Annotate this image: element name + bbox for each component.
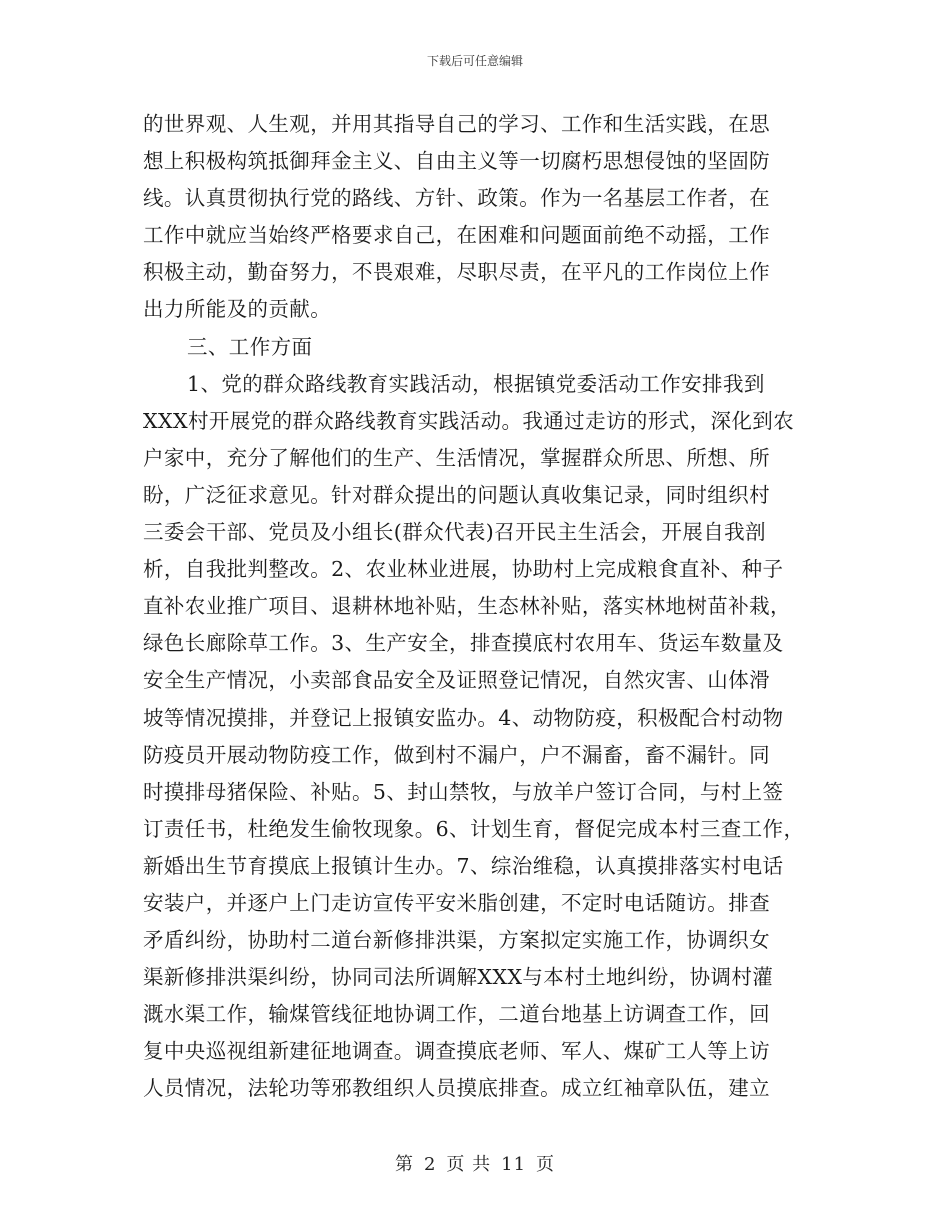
text-line: 时摸排母猪保险、补贴。5、封山禁牧，与放羊户签订合同，与村上签 <box>143 779 784 804</box>
page-header-note: 下载后可任意编辑 <box>426 54 523 68</box>
text-line: 防疫员开展动物防疫工作，做到村不漏户，户不漏畜，畜不漏针。同 <box>143 742 770 767</box>
footer-suffix: 页 <box>536 1154 556 1175</box>
text-line: 矛盾纠纷，协助村二道台新修排洪渠，方案拟定实施工作，协调织女 <box>143 928 770 953</box>
section-heading: 三、工作方面 <box>187 334 313 359</box>
text-line: 1、党的群众路线教育实践活动，根据镇党委活动工作安排我到 <box>187 371 765 396</box>
text-line: XXX村开展党的群众路线教育实践活动。我通过走访的形式，深化到农 <box>143 408 795 433</box>
text-line: 三委会干部、党员及小组长(群众代表)召开民主生活会，开展自我剖 <box>143 520 766 545</box>
text-line: 人员情况，法轮功等邪教组织人员摸底排查。成立红袖章队伍，建立 <box>143 1076 770 1101</box>
text-line: 想上积极构筑抵御拜金主义、自由主义等一切腐朽思想侵蚀的坚固防 <box>143 149 770 174</box>
text-line: 出力所能及的贡献。 <box>143 297 332 322</box>
text-line: 的世界观、人生观，并用其指导自己的学习、工作和生活实践，在思 <box>143 112 770 136</box>
text-line: 复中央巡视组新建征地调查。调查摸底老师、军人、煤矿工人等上访 <box>143 1039 770 1064</box>
text-line: 积极主动，勤奋努力，不畏艰难，尽职尽责，在平凡的工作岗位上作 <box>143 260 770 285</box>
text-line: 坡等情况摸排，并登记上报镇安监办。4、动物防疫，积极配合村动物 <box>143 705 784 730</box>
text-line: 线。认真贯彻执行党的路线、方针、政策。作为一名基层工作者，在 <box>143 186 770 211</box>
text-line: 溉水渠工作，输煤管线征地协调工作，二道台地基上访调查工作，回 <box>143 1002 770 1027</box>
text-line: 安装户，并逐户上门走访宣传平安米脂创建，不定时电话随访。排查 <box>143 890 770 915</box>
text-line: 析，自我批判整改。2、农业林业进展，协助村上完成粮食直补、种子 <box>143 557 784 582</box>
text-line: 安全生产情况，小卖部食品安全及证照登记情况，自然灾害、山体滑 <box>143 668 770 693</box>
document-body <box>143 106 823 1108</box>
text-line: 渠新修排洪渠纠纷，协同司法所调解XXX与本村土地纠纷，协调村灌 <box>143 965 774 990</box>
current-page-number: 2 <box>423 1154 437 1175</box>
text-line: 工作中就应当始终严格要求自己，在困难和问题面前绝不动摇，工作 <box>143 223 770 248</box>
text-line: 绿色长廊除草工作。3、生产安全，排查摸底村农用车、货运车数量及 <box>143 631 784 656</box>
footer-prefix: 第 <box>394 1154 414 1175</box>
total-page-count: 11 <box>501 1154 527 1175</box>
text-line: 盼，广泛征求意见。针对群众提出的问题认真收集记录，同时组织村 <box>143 482 770 507</box>
text-line: 订责任书，杜绝发生偷牧现象。6、计划生育，督促完成本村三查工作， <box>143 816 805 841</box>
footer-middle: 页 共 <box>446 1154 492 1175</box>
text-line: 户家中，充分了解他们的生产、生活情况，掌握群众所思、所想、所 <box>143 445 770 470</box>
text-line: 直补农业推广项目、退耕林地补贴，生态林补贴，落实林地树苗补栽， <box>143 594 791 619</box>
page-footer <box>0 1154 950 1176</box>
text-line: 新婚出生节育摸底上报镇计生办。7、综治维稳，认真摸排落实村电话 <box>143 853 784 878</box>
